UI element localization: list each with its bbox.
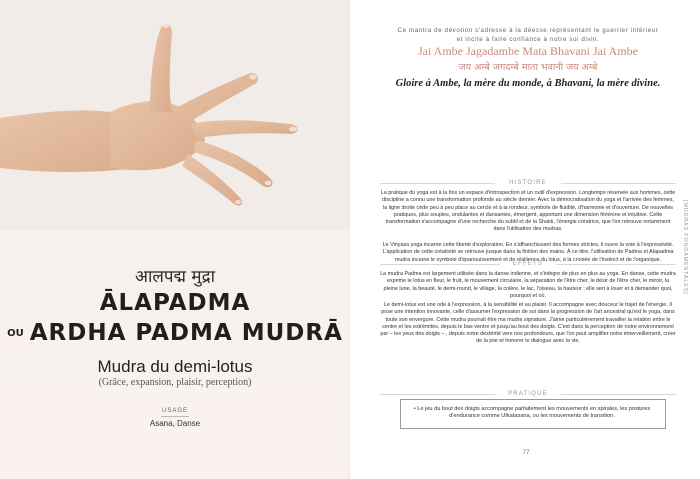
mudra-subtitle: Mudra du demi-lotus <box>97 357 253 376</box>
side-section-label <box>680 200 690 400</box>
side-section-label-text: [MUDRAS FONDAMENTALES] <box>682 200 688 295</box>
mantra-intro <box>378 26 678 44</box>
mudra-subtitle-note: (Grâce, expansion, plaisir, perception) <box>98 377 252 388</box>
history-paragraph: La pratique du yoga est à la fois un espace d'introspection et un outil d'expression. Longtemps réservée aux hommes, cette discipline a connu une transformation profonde au siècle dernier. Avec la démocratisation du yoga et l'arrivée des femmes, la ligne droite cède peu à peu place au cercle et à la rondeur, symbole de fluidité, d'harmonie et d'ouverture. De nouvelles pratiques, plus souples, ondulantes et dansantes, émergent, apportant une dimension féminine et intuitive. Cette transformation s'accompagne d'une recherche du subtil et de la Shakti, l'énergie créatrice, que l'on retrouve notamment dans l'utilisation des mudras. <box>380 190 676 233</box>
usage-label: USAGE <box>161 408 188 414</box>
effects-paragraph: Le demi-lotus est une ode à l'expression, à la sensibilité et au plaisir. Il accompagne avec douceur le trajet de l'énergie. Il pose une intention innovante, celle d'assumer l'expression de soi dans la progression de l'art ancestral qu'est le yoga, dans toute son envergure. Cette mudra pourrait être ma mudra signature. J'aime particulièrement travailler la relation entre le centre et les extrémités, depuis le bas-ventre et jusqu'au bout des doigts. C'est dans la perception de notre environnement par – les yeux des doigts – , depuis notre dextérité vers nos profondeurs, que l'on peut amplifier notre émerveillement, créer de la joie et honorer le dialogue avec la vie. <box>380 302 676 345</box>
mantra-intro-line: Ce mantra de dévotion s'adresse à la déesse représentant le guerrier intérieur <box>397 27 659 34</box>
usage-value: Asana, Danse <box>149 419 201 428</box>
hand-photo <box>0 0 350 230</box>
page-number: 77 <box>522 449 530 456</box>
effects-paragraph: La mudra Padma est largement utilisée dans la danse indienne, et s'intègre de plus en plus au yoga. En danse, cette mudra exprime le lotus en fleur, le fruit, le mouvement circulaire, la séparation de l'être cher, le désir de l'être cher, le miroir, la pleine lune, la beauté, le demi-round, le village, la colère, le lac, l'oiseau, la hauteur ; elle sert à louer et à demander quoi, pourquoi et où. <box>380 271 676 299</box>
section-title-practice: PRATIQUE <box>508 391 548 397</box>
section-title-history: HISTOIRE <box>509 180 547 186</box>
sanskrit-title: आलपद्म मुद्रा <box>134 267 216 287</box>
section-title-effects: EFFETS <box>512 261 544 267</box>
mantra-intro-line: et incite à faire confiance à notre soi divin. <box>456 36 600 43</box>
title-or-connector: OU <box>7 328 24 339</box>
mudra-title-secondary <box>0 320 350 346</box>
mudra-title-alternate: ARDHA PADMA MUDRĀ <box>29 320 343 346</box>
practice-text: • Le jeu du bout des doigts accompagne parfaitement les mouvements en spirales, les postures d'endurance comme Utkatasana, ou les mouvements de transition. <box>413 406 651 420</box>
mantra-devanagari: जय अम्बे जगदम्बे माता भवानी जय अम्बे <box>458 62 598 73</box>
usage-divider <box>161 416 189 417</box>
history-paragraph: Le Vinyasa yoga incarne cette liberté d'exploration. En s'affranchissant des formes strictes, il ouvre la voie à l'expressivité. L'application de cette créativité se retrouve jusque dans la finition des mains. À ce titre, l'utilisation de Padma et Alapadma mudra incarne le symbole d'épanouissement et de résilience du lotus, à la croisée de l'instinct et de l'organique. <box>382 242 674 263</box>
mudra-title-primary: ĀLAPADMA <box>99 290 251 316</box>
mantra-text: Jai Ambe Jagadambe Mata Bhavani Jai Ambe <box>418 44 638 58</box>
mantra-translation: Gloire à Ambe, la mère du monde, à Bhavani, la mère divine. <box>395 78 661 89</box>
